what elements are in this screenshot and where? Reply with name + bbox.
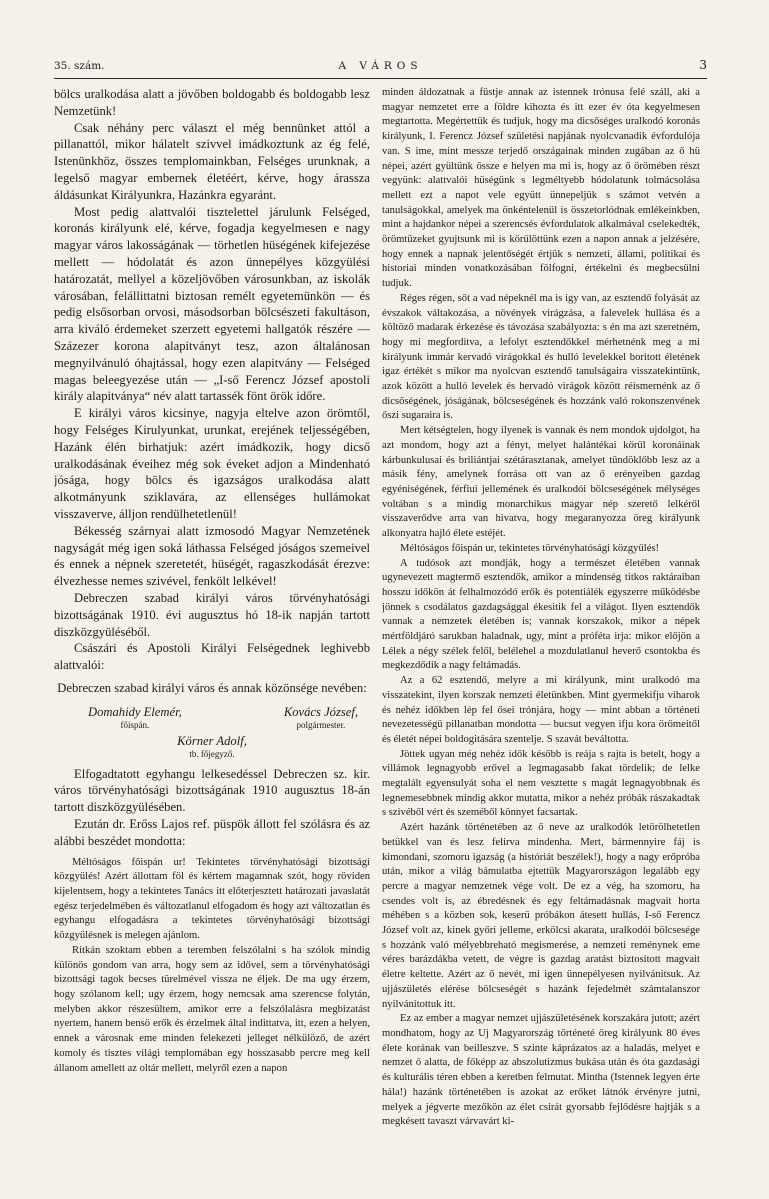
right-paragraph: Méltóságos főispán ur, tekintetes törvényhatósági közgyülés! xyxy=(400,542,660,554)
left-column xyxy=(54,86,370,1166)
masthead-title: A VÁROS xyxy=(338,60,423,72)
right-paragraph: Mert kétségtelen, hogy ilyenek is vannak és nem mondok ujdolgot, ha azt mondom, hogy azt a fényt, melyet halántékai körül koronáinak kárbunkulusai és briliántjai szétárasztanak, amelyet tündöklőbb lesz az a másik fény, amelynek forrása ott van az ő erényeiben gazdag egyéniségének, férfiui jellemének és uralkodói bölcseségének mélységes voltában s a mindig monarchikus magyar nép szerető lelkéről visszaverődve arra van hivatva, hogy megaranyozza öreg királyunk alkonyatra hajló élete estéjét. xyxy=(382,425,700,540)
signature-polgarmester xyxy=(284,705,358,731)
right-paragraph: Az a 62 esztendő, melyre a mi királyunk, mint uralkodó ma visszatekint, ilyen korszak nemzeti életünkben. Mint gyermekifju viharok és nehéz időkben lép fel ősei trónjára, hogy — mint abban a történeti nevezetességü pillanatban mondotta — bucsut vegyen ifju kora örömeitől és életét népei boldogitására szentelje. S szavát beváltotta. xyxy=(382,675,700,745)
left-paragraph: Debreczen szabad királyi város törvényhatósági bizottságának 1910. évi augusztus hó 18-ik napján tartott diszközgyüléséből. xyxy=(54,590,370,639)
left-paragraph: Ezután dr. Erőss Lajos ref. püspök állott fel szólásra és az alábbi beszédet mondotta: xyxy=(54,817,370,848)
right-column xyxy=(382,86,700,1166)
left-paragraph: Csak néhány perc választ el még bennünket attól a pillanattól, mikor hálatelt szivvel imádkoztunk az ég felé, Istenünkhöz, összes templomainkban, Felséges urunknak, a legelső magyar embernek életéért, kérve, hogy árassza áldásunkat Királyunkra, Hazánkra egyaránt. xyxy=(54,120,370,202)
right-paragraph: Azért hazánk történetében az ő neve az uralkodók letörölhetetlen betükkel van és lesz felirva mindenha. Mert, bármennyire fáj is kimondani, szomoru igazság (a históriát beszélek!), hogy a nagy erőpróba után, mikor a világ bámulatba ejtettük Magyarországon legalább egy percre a magyar nemzetnek vége volt. De ez a vég, ha szomoru, ha csendes volt is, az ébredésnek és egy feltámadásnak magvait horta méhében s a közben sok, keserü próbákon átesett hullás, I-ső Ferencz József volt az, kinek győri jelleme, erkölcsi akarata, uralkodói bölcsesége s hozzánk való mélyebbreható megismerése, a nemzeti reménynek eme véres barázdákba vetett, de végre is gazdag aratást biztositott magvait életre keltette. Azért az ő nevét, mi igen ünnepélyesen nyilvánitsuk. Az ujjászületés elérése bölcseségét s hazánk fejedelmét számtalanszor nyilvánitottuk itt. xyxy=(382,822,700,1010)
speech-paragraph: Ritkán szoktam ebben a teremben felszólalni s ha szólok mindig különös gondom van arra, hogy sem az idővel, sem a törvényhatósági bizottsági tagok becses türelmével vissza ne éljek. De ma ugy érzem, hogy szólanom kell; ugy érzem, hogy nemcsak ama szerencse folytán, melyben akkor részesültem, amikor erre a felszólalásra megbizatást nyertem, hanem bensö erők és érzelmek által indittatva, itt, ezen a helyen, ennek a városnak eme minden felekezeti jelleget nélkülöző, de azért komoly és tisztes világi templomában egy hosszasabb percre meg kell állanom amellett az oltár mellett, melyről ezen a napon xyxy=(54,944,370,1074)
signer-role: tb. főjegyző. xyxy=(189,748,235,759)
right-paragraph: Ez az ember a magyar nemzet ujjászületésének korszakára jutott; azért mondhatom, hogy az Uj Magyarország történeté öreg királyunk 80 éves élete korának van beilleszve. S szinte káprázatos az a haladás, melyet e nemzet ő alatta, de főképp az abszolutizmus bukása után és óta gazdasági és kulturális téren ebben a keretben felmutat. Mintha (Istennek legyen érte hála!) hazánk történetében is azokat az erőket látnók érvényre jutni, melyek a jégverte mezőkön az élet csirát gyorsabb fejlődésre hajtják s a megkésett tavaszt várvavárt ki- xyxy=(382,1013,700,1128)
signer-name: Körner Adolf, xyxy=(177,733,247,748)
signature-foispan xyxy=(88,705,182,731)
left-paragraph: Elfogadtatott egyhangu lelkesedéssel Debreczen sz. kir. város törvényhatósági bizottságának 1910 augusztus 18-án tartott diszközgyülésében. xyxy=(54,766,370,815)
left-paragraph: Békesség szárnyai alatt izmosodó Magyar Nemzetének nagyságát még igen soká láthassa Felséged jóságos szemeivel és ennek a népnek szeretetét, hüségét, ragaszkodását érezve: élvezhesse nemes szivével, fenkölt lelkével! xyxy=(54,523,370,589)
right-paragraph: Réges régen, sőt a vad népeknél ma is igy van, az esztendő folyását az évszakok váltakozása, a növények virágzása, a falevelek hullása és a költöző madarak érkezése és távozása szabályozta: s én ma azt szeretném, hogy mi megforditva, a lefolyt esztendőkkel mérhetnénk meg a mi királyunk immár kervadó virágokkal és hulló levelekkel boritott életének igaz értékét s mikor ma nyolcvan esztendő tanulságaira visszatekintünk, azok között a hulló levelek és hervadó virágok között réismernénk az ő dicsőségének, jóságának, bölcseségének és hozzánk való rokonszenvének őszi sugaraira is. xyxy=(382,292,700,422)
right-paragraph: A tudósok azt mondják, hogy a természet életében vannak ugynevezett magtermő esztendők, amikor a mindenség titkos raktáraiban hosszu időkön át felhalmozódó erők és potentiálék egyszerre működésbe jönnek s csodálatos gazdagsággal ékesitik fel a világot. Ilyen esztendők vannak a nemzetek életében is; vannak korszakok, mikor a népek mértföldjáró sarukban haladnak, ugy, mint a próféta irja: mikor előjön a Lélek a négy szélek felől, belélehel a mozdulatlanul heverő csontokba és megkezdődik a nagy feltámadás. xyxy=(382,557,700,672)
right-paragraph: minden áldozatnak a füstje annak az istennek trónusa felé száll, aki a magyar nemzetet erre a földre kihozta és itt ezer év óta kegyelmesen megtartotta. Megértettük és tudjuk, hogy ma dicsőséges uralkodó koronás királyunk, I. Ferencz József születési napjának nyolcvanadik évfordulója van. S ime, mint messze terjedő országainak minden zugában az ő hü népei, azért gyültünk össze e helyen ma mi is, hogy az ő örömében részt vegyünk: alattvalói hüségünk s legméltyebb hódolatunk tolmácsolása mellett ezt a napot vele együtt ünnepeljük s számot vetvén a tanulságokkal, amelyek ma önkéntelenül is összetorlódnak emlékeinkben, mint a hajdankor népei a szerencsés évfordulatok alkalmával cselekedték, örömtüzeket gyujtsunk mi is körülöttünk ezen a napon annak a jelzésére, hogy ennek a napnak jelentőségét értjük s nemzeti, állami, politikai és historiai minden vonatkozásában fölfogni, értékelni és megbecsülni tudjuk. xyxy=(382,87,700,290)
signature-fojegyzo xyxy=(132,734,292,760)
right-paragraph: Jöttek ugyan még nehéz idők később is reája s rajta is betelt, hogy a villámok legnagyobb erővel a legmagasabb fakat tördelik; de lelke megtalált egyensulyát soha el nem vesztette s magát legnagyobbnak és legnemesebbnek mindig akkor mutatta, mikor a nehéz próbák rászakadtak s szivéből vért és szeméből könnyet facsartak. xyxy=(382,748,700,819)
speech-paragraph: Méltóságos főispán ur! Tekintetes törvényhatósági bizottsági közgyülés! Azért állottam föl és kértem magamnak szót, hogy röviden kijelentsem, hogy a tekintetes Tanács itt előterjesztett határozati javaslatát egész terjedelmében és változatlanul elfogadom és hogy azt változatlan és egyhangu elfogadásra a tekintetes törvényhatósági bizottsági közgyülésnek is melegen ajánlom. xyxy=(54,856,370,942)
signer-role: főispán. xyxy=(120,719,150,730)
left-paragraph: E királyi város kicsinye, nagyja eltelve azon örömtől, hogy Felséges Kirulyunkat, urunkat, erejének teljességében, Hazánk élén birhatjuk: azért imádkozik, hogy dicső uralkodásának éveihez még sok éveket adjon a Mindenható jósága, hogy bölcs és igazságos uralkodása alatt alkotmányunk sziklavára, az ellenséges hullámokat visszaverve, álljon rendülhetetlenül! xyxy=(54,406,370,521)
issue-number: 35. szám. xyxy=(54,60,105,72)
signer-name: Domahidy Elemér, xyxy=(88,704,182,719)
left-paragraph: Császári és Apostoli Királyi Felségednek leghivebb alattvalói: xyxy=(54,641,370,673)
left-paragraph: bölcs uralkodása alatt a jövőben boldogabb és boldogabb lesz Nemzetünk! xyxy=(54,87,370,118)
page-header xyxy=(54,60,707,76)
signer-role: polgármester. xyxy=(296,719,346,730)
signer-name: Kovács József, xyxy=(283,704,358,719)
page-number: 3 xyxy=(699,58,707,72)
left-paragraph: Most pedig alattvalói tisztelettel járulunk Felséged, koronás királyunk elé, kérve, fogadja kegyelmesen e nagy magyar város lakosságának — törhetlen hüségének kifejezése mellett — hódolatát és azon ünnepélyes közgyülési határozatát, mellyel a közeljövőben városunkban, az iskolák városában, felállittatni biztosan remélt egyetemünkön — és pedig elsősorban orvosi, másodsorban bölcsészeti fakultáson, arra kiváló érdemeket szerzett egyetemi hallgatók részére — Százezer korona alapitványt tesz, azon általánosan megnyilvánuló óhajtással, hogy ezen alapitvány — Felséged magas beleegyezése után — „I-ső Ferencz József apostoli király alapitványa“ név alatt tartassék fönt örök időre. xyxy=(54,204,370,404)
signatory-heading: Debreczen szabad királyi város és annak közönsége nevében: xyxy=(57,680,367,695)
header-rule xyxy=(54,78,707,79)
signature-row xyxy=(54,705,370,731)
